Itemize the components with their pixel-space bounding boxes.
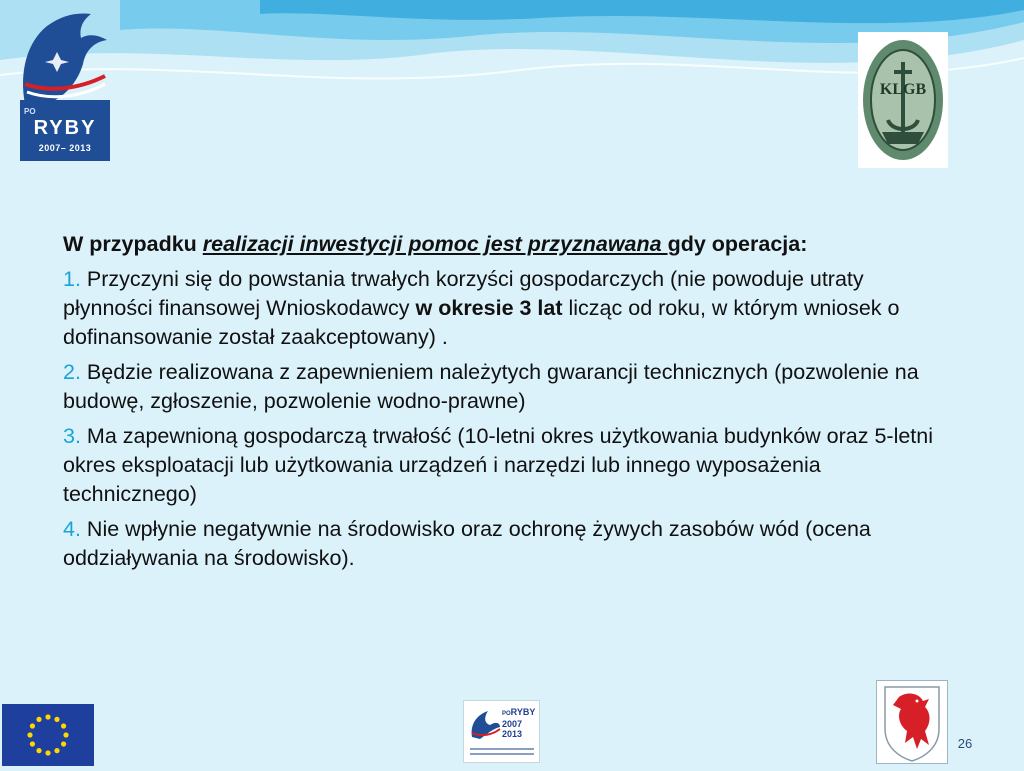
pomorze-griffin-crest — [876, 680, 948, 764]
small-logo-po: PO — [502, 711, 511, 717]
fish-icon — [17, 12, 111, 107]
item-number: 3. — [63, 424, 81, 448]
small-logo-name: RYBY — [510, 707, 536, 717]
emblem-monogram: KLGB — [879, 81, 927, 98]
list-item — [63, 422, 943, 509]
logo-po-text: PO — [24, 107, 36, 116]
klgb-emblem — [858, 32, 948, 168]
eu-flag — [2, 704, 94, 766]
item-text: Przyczyni się do powstania trwałych korzyści gospodarczych (nie powoduje utraty płynności finansowej Wnioskodawcy — [63, 267, 864, 320]
small-logo-year1: 2007 — [502, 719, 523, 729]
ryby-badge — [20, 100, 110, 161]
po-ryby-logo — [17, 12, 111, 152]
list-item — [63, 515, 943, 573]
page-number: 26 — [957, 736, 973, 751]
small-logo-fine-print — [470, 748, 534, 750]
list-item — [63, 265, 943, 352]
small-fish-icon — [468, 707, 502, 741]
item-text: Nie wpłynie negatywnie na środowisko oraz ochronę żywych zasobów wód (ocena oddziaływania na środowisko). — [63, 517, 871, 570]
item-text-continued: licząc od roku, w którym wniosek o dofinansowanie został zaakceptowany) . — [63, 296, 900, 349]
small-logo-text — [502, 707, 535, 739]
list-item — [63, 358, 943, 416]
small-logo-fine-print — [470, 753, 534, 755]
logo-years-text: 2007– 2013 — [38, 143, 92, 153]
intro-emphasis: realizacji inwestycji pomoc jest przyznawana — [202, 232, 668, 256]
intro-prefix: W przypadku — [63, 232, 203, 256]
item-number: 2. — [63, 360, 81, 384]
item-text: Ma zapewnioną gospodarczą trwałość (10-letni okres użytkowania budynków oraz 5-letni okres eksploatacji lub użytkowania urządzeń i narzędzi lub innego wyposażenia technicznego) — [63, 424, 934, 506]
intro-suffix: gdy operacja: — [667, 232, 808, 256]
logo-ryby-text: RYBY — [33, 117, 97, 139]
anchor-emblem-icon — [858, 32, 948, 168]
slide-body — [63, 230, 943, 579]
eu-stars-icon — [2, 704, 94, 766]
item-number: 4. — [63, 517, 81, 541]
item-text: Będzie realizowana z zapewnieniem należytych gwarancji technicznych (pozwolenie na budowę, zgłoszenie, pozwolenie wodno-prawne) — [63, 360, 919, 413]
griffin-icon — [877, 681, 947, 763]
small-logo-year2: 2013 — [502, 729, 523, 739]
item-number: 1. — [63, 267, 81, 291]
po-ryby-small-logo — [463, 700, 540, 763]
intro-paragraph — [63, 230, 943, 259]
item-bold-text: w okresie 3 lat — [415, 296, 563, 320]
